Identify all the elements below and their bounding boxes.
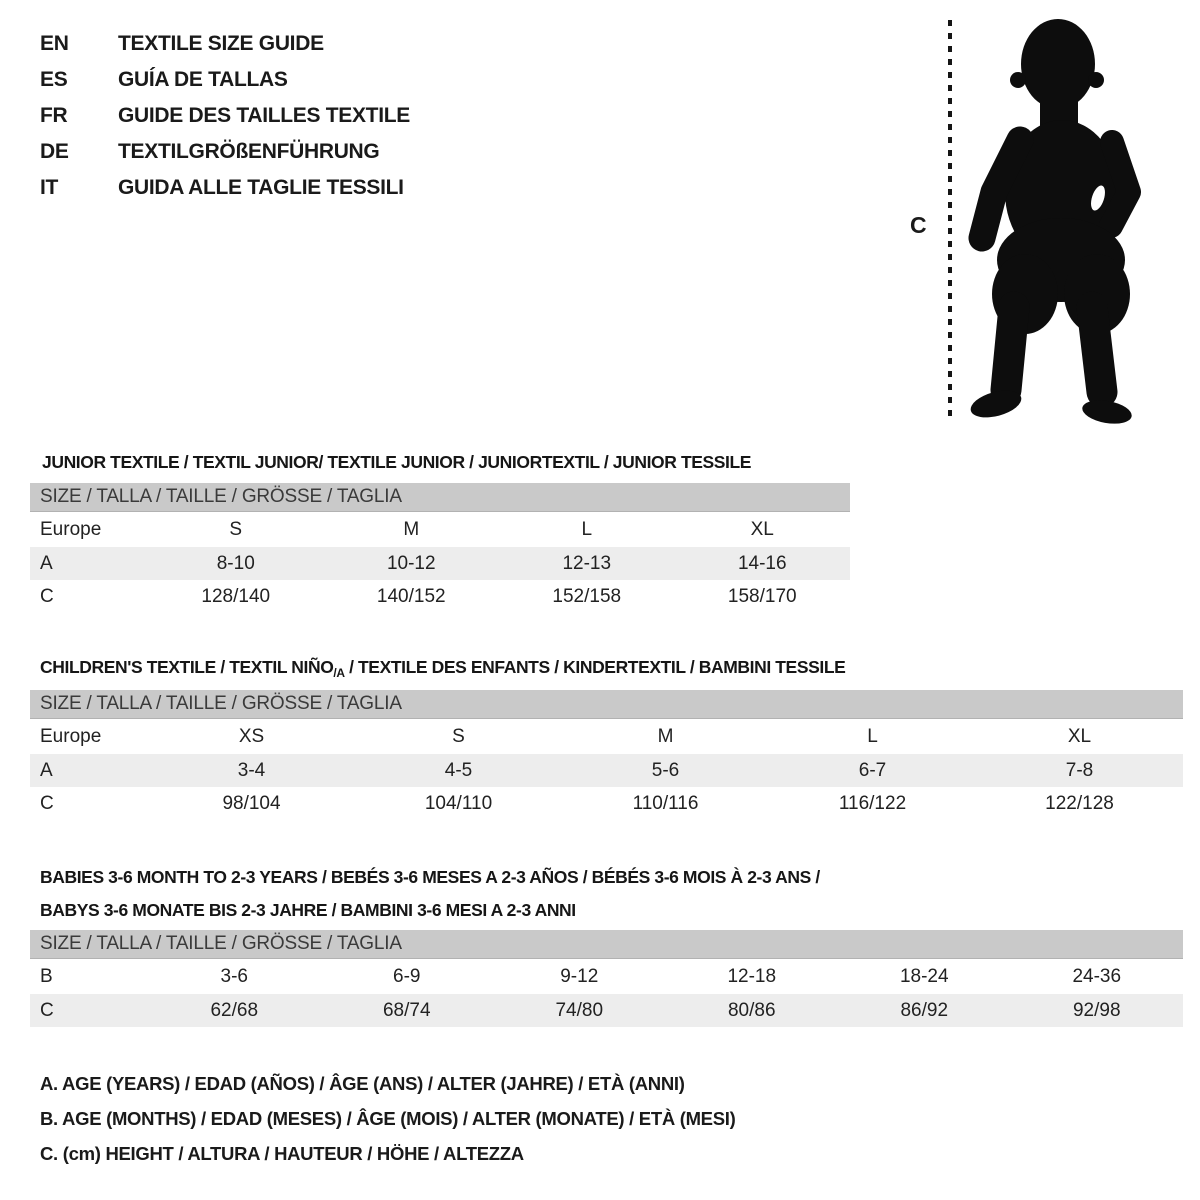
size-cell: XL bbox=[750, 518, 774, 540]
table-row-height bbox=[30, 580, 850, 613]
section-title-babies bbox=[40, 861, 820, 927]
title-row-fr bbox=[40, 98, 410, 134]
children-size-table bbox=[30, 690, 1183, 820]
junior-size-table bbox=[30, 483, 850, 613]
age-cell: 4-5 bbox=[444, 759, 473, 781]
lang-title: TEXTILGRÖßENFÜHRUNG bbox=[118, 140, 380, 163]
lang-code: EN bbox=[40, 32, 69, 55]
height-cell: 98/104 bbox=[222, 792, 281, 814]
lang-code: DE bbox=[40, 140, 69, 163]
section-title-junior: JUNIOR TEXTILE / TEXTIL JUNIOR/ TEXTILE JUNIOR / JUNIORTEXTIL / JUNIOR TESSILE bbox=[42, 451, 752, 472]
children-title-suffix: / TEXTILE DES ENFANTS / KINDERTEXTIL / BAMBINI TESSILE bbox=[344, 656, 846, 677]
row-label: C bbox=[40, 792, 54, 814]
table-row-height bbox=[30, 787, 1183, 820]
table-row-months bbox=[30, 959, 1183, 994]
height-cell: 152/158 bbox=[552, 585, 622, 607]
size-cell: XS bbox=[238, 725, 265, 747]
row-label: A bbox=[40, 759, 53, 781]
height-cell: 158/170 bbox=[727, 585, 797, 607]
lang-title: TEXTILE SIZE GUIDE bbox=[118, 32, 324, 55]
height-cell: 128/140 bbox=[201, 585, 271, 607]
size-cell: L bbox=[581, 518, 593, 540]
babies-size-table bbox=[30, 930, 1183, 1027]
legend-line-a: A. AGE (YEARS) / EDAD (AÑOS) / ÂGE (ANS) / ALTER (JAHRE) / ETÀ (ANNI) bbox=[40, 1072, 685, 1094]
row-label: Europe bbox=[40, 725, 102, 747]
size-cell: M bbox=[403, 518, 420, 540]
months-cell: 24-36 bbox=[1072, 965, 1122, 987]
row-label: Europe bbox=[40, 518, 102, 540]
row-label: A bbox=[40, 552, 53, 574]
children-title-subscript: /A bbox=[333, 665, 345, 680]
legend-line-c: C. (cm) HEIGHT / ALTURA / HAUTEUR / HÖHE / ALTEZZA bbox=[40, 1142, 524, 1164]
height-cell: 140/152 bbox=[376, 585, 446, 607]
babies-title-line1: BABIES 3-6 MONTH TO 2-3 YEARS / BEBÉS 3-6 MESES A 2-3 AÑOS / BÉBÉS 3-6 MOIS À 2-3 ANS / bbox=[40, 866, 820, 887]
age-cell: 7-8 bbox=[1065, 759, 1094, 781]
age-cell: 8-10 bbox=[216, 552, 255, 574]
height-cell: 122/128 bbox=[1045, 792, 1114, 814]
section-title-children bbox=[40, 657, 845, 680]
row-label: B bbox=[40, 965, 53, 987]
months-cell: 3-6 bbox=[220, 965, 248, 987]
lang-title: GUÍA DE TALLAS bbox=[118, 68, 288, 91]
age-cell: 10-12 bbox=[386, 552, 436, 574]
title-row-de bbox=[40, 134, 410, 170]
table-row-europe bbox=[30, 512, 850, 547]
size-cell: S bbox=[452, 725, 465, 747]
height-cell: 74/80 bbox=[555, 999, 604, 1021]
height-cell: 92/98 bbox=[1072, 999, 1121, 1021]
row-label: C bbox=[40, 999, 54, 1021]
title-row-it bbox=[40, 170, 410, 206]
table-row-age bbox=[30, 547, 850, 580]
size-cell: M bbox=[657, 725, 674, 747]
lang-title: GUIDE DES TAILLES TEXTILE bbox=[118, 104, 410, 127]
size-cell: L bbox=[867, 725, 878, 747]
size-cell: S bbox=[229, 518, 243, 540]
lang-code: IT bbox=[40, 176, 59, 199]
lang-code: ES bbox=[40, 68, 68, 91]
months-cell: 6-9 bbox=[393, 965, 421, 987]
height-cell: 62/68 bbox=[210, 999, 259, 1021]
size-header-band: SIZE / TALLA / TAILLE / GRÖSSE / TAGLIA bbox=[30, 930, 1183, 959]
title-row-es bbox=[40, 62, 410, 98]
babies-title-line2: BABYS 3-6 MONATE BIS 2-3 JAHRE / BAMBINI 3-6 MESI A 2-3 ANNI bbox=[40, 899, 576, 920]
lang-code: FR bbox=[40, 104, 68, 127]
height-cell: 116/122 bbox=[838, 792, 907, 814]
age-cell: 5-6 bbox=[651, 759, 680, 781]
size-header-band: SIZE / TALLA / TAILLE / GRÖSSE / TAGLIA bbox=[30, 690, 1183, 719]
months-cell: 9-12 bbox=[560, 965, 599, 987]
age-cell: 3-4 bbox=[237, 759, 266, 781]
table-row-europe bbox=[30, 719, 1183, 754]
age-cell: 6-7 bbox=[858, 759, 887, 781]
age-cell: 14-16 bbox=[737, 552, 787, 574]
age-cell: 12-13 bbox=[562, 552, 612, 574]
height-cell: 110/116 bbox=[632, 792, 699, 814]
height-measure-label: C bbox=[910, 212, 927, 238]
height-cell: 68/74 bbox=[382, 999, 431, 1021]
legend-block bbox=[40, 1066, 735, 1171]
months-cell: 18-24 bbox=[899, 965, 949, 987]
table-row-age bbox=[30, 754, 1183, 787]
lang-title: GUIDA ALLE TAGLIE TESSILI bbox=[118, 176, 404, 199]
months-cell: 12-18 bbox=[727, 965, 777, 987]
size-cell: XL bbox=[1067, 725, 1092, 747]
height-cell: 86/92 bbox=[900, 999, 949, 1021]
toddler-silhouette-icon bbox=[962, 12, 1142, 424]
height-dashed-line bbox=[948, 20, 952, 418]
size-header-band: SIZE / TALLA / TAILLE / GRÖSSE / TAGLIA bbox=[30, 483, 850, 512]
children-title-prefix: CHILDREN'S TEXTILE / TEXTIL NIÑO bbox=[40, 656, 334, 677]
title-row-en bbox=[40, 26, 410, 62]
height-cell: 104/110 bbox=[424, 792, 493, 814]
title-language-block bbox=[40, 26, 410, 206]
legend-line-b: B. AGE (MONTHS) / EDAD (MESES) / ÂGE (MOIS) / ALTER (MONATE) / ETÀ (MESI) bbox=[40, 1107, 736, 1129]
table-row-height bbox=[30, 994, 1183, 1027]
height-cell: 80/86 bbox=[727, 999, 776, 1021]
row-label: C bbox=[40, 585, 54, 607]
